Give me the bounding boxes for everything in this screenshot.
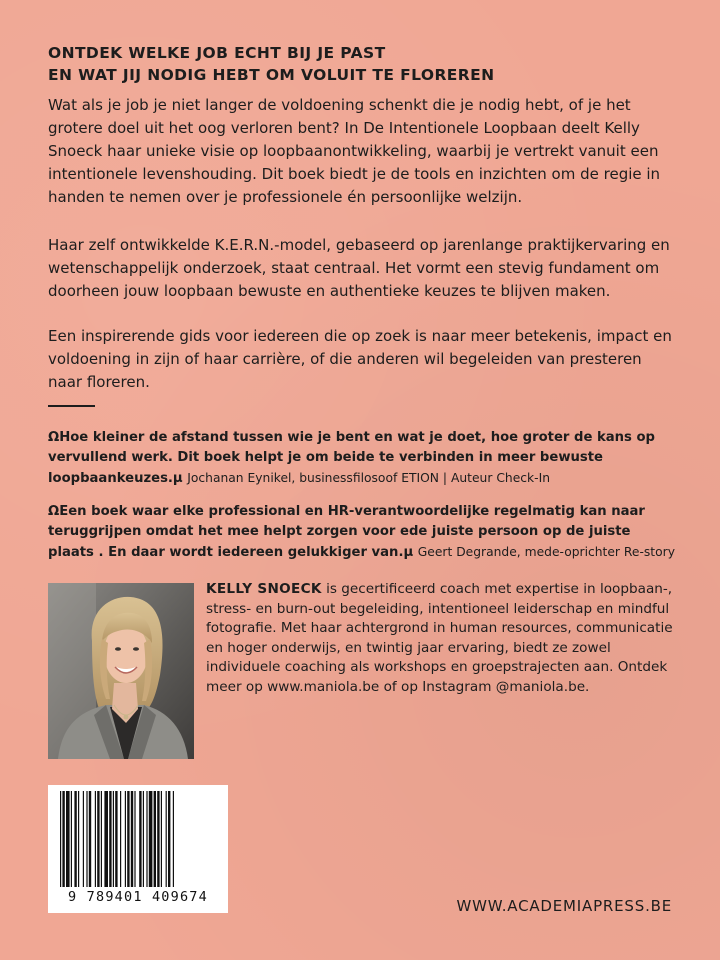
barcode-bar: [109, 791, 111, 887]
section-divider: [48, 405, 95, 407]
barcode-bar: [166, 791, 167, 887]
barcode-bar: [154, 791, 156, 887]
barcode-bar: [173, 791, 174, 887]
barcode-bar: [168, 791, 170, 887]
barcode-bar: [74, 791, 76, 887]
author-name: KELLY SNOECK: [206, 581, 322, 597]
barcode-bar: [161, 791, 162, 887]
barcode-bar: [89, 791, 91, 887]
barcode-bar: [146, 791, 147, 887]
barcode-bar: [104, 791, 108, 887]
quote-2-attribution: Geert Degrande, mede-oprichter Re-story: [417, 545, 675, 559]
audience-paragraph: Een inspirerende gids voor iedereen die op zoek is naar meer betekenis, impact en voldoening in zijn of haar carrière, of die anderen wil begeleiden van presteren naar floreren.: [48, 327, 672, 391]
quote-1-attribution: Jochanan Eynikel, businessfilosoof ETION | Auteur Check-In: [187, 471, 550, 485]
author-bio-text: is gecertificeerd coach met expertise in loopbaan-, stress- en burn-out begeleiding, intentioneel leiderschap en mindful fotografie. Met haar achtergrond in human resources, communicatie en hoger onderwijs, en twintig jaar ervaring, biedt ze zowel individuele coaching als workshops en groepstrajecten aan. Ontdek meer op www.maniola.be of op Instagram @maniola.be.: [206, 581, 673, 695]
barcode-bar: [113, 791, 114, 887]
intro-paragraph: Wat als je job je niet langer de voldoening schenkt die je nodig hebt, of je het grotere doel uit het oog verloren bent? In De Intentionele Loopbaan deelt Kelly Snoeck haar unieke visie op loopbaanontwikkeling, waarbij je vertrekt vanuit een intentionele levenshouding. Dit boek biedt je de tools en inzichten om de regie in handen te nemen over je professionele én persoonlijke welzijn.: [48, 96, 661, 206]
headline-line-2: EN WAT JIJ NODIG HEBT OM VOLUIT TE FLOREREN: [48, 66, 495, 84]
author-bio: [206, 580, 676, 698]
endorsement-quote-1: [48, 428, 678, 489]
barcode-bar: [62, 791, 64, 887]
barcode-bar: [149, 791, 153, 887]
quote-2-text: ΩEen boek waar elke professional en HR-verantwoordelijke regelmatig kan naar teruggrijpen omdat het mee helpt zorgen voor ede juiste persoon op de juiste plaats . En daar wordt iedereen gelukkiger van.µ: [48, 504, 645, 560]
publisher-website: WWW.ACADEMIAPRESS.BE: [456, 897, 672, 915]
barcode-bar: [83, 791, 84, 887]
headline: [48, 42, 678, 86]
barcode-bar: [71, 791, 72, 887]
barcode-bar: [157, 791, 159, 887]
barcode-bar: [60, 791, 61, 887]
barcode-bar: [134, 791, 135, 887]
barcode-bar: [120, 791, 121, 887]
barcode-bar: [66, 791, 70, 887]
model-paragraph: Haar zelf ontwikkelde K.E.R.N.-model, gebaseerd op jarenlange praktijkervaring en wetenschappelijk onderzoek, staat centraal. Het vormt een stevig fundament om doorheen jouw loopbaan bewuste en authentieke keuzes te blijven maken.: [48, 236, 670, 300]
barcode-bar: [143, 791, 144, 887]
quote-1-text: ΩHoe kleiner de afstand tussen wie je bent en wat je doet, hoe groter de kans op vervullend werk. Dit boek helpt je om beide te verbinden in meer bewuste loopbaankeuzes.µ: [48, 430, 655, 486]
barcode-bar: [86, 791, 87, 887]
barcode-bar: [78, 791, 79, 887]
barcode-bar: [95, 791, 96, 887]
barcode-bar: [97, 791, 99, 887]
author-photo: [48, 583, 194, 759]
barcode-bar: [115, 791, 117, 887]
barcode-bar: [139, 791, 141, 887]
barcode-bar: [101, 791, 102, 887]
barcode-bar: [125, 791, 126, 887]
headline-line-1: ONTDEK WELKE JOB ECHT BIJ JE PAST: [48, 44, 386, 62]
barcode: [48, 785, 228, 913]
isbn-number: 9 789401 409674: [68, 889, 208, 905]
endorsement-quote-2: [48, 502, 678, 563]
barcode-bar: [127, 791, 129, 887]
barcode-bars: [58, 791, 218, 891]
barcode-bar: [131, 791, 133, 887]
